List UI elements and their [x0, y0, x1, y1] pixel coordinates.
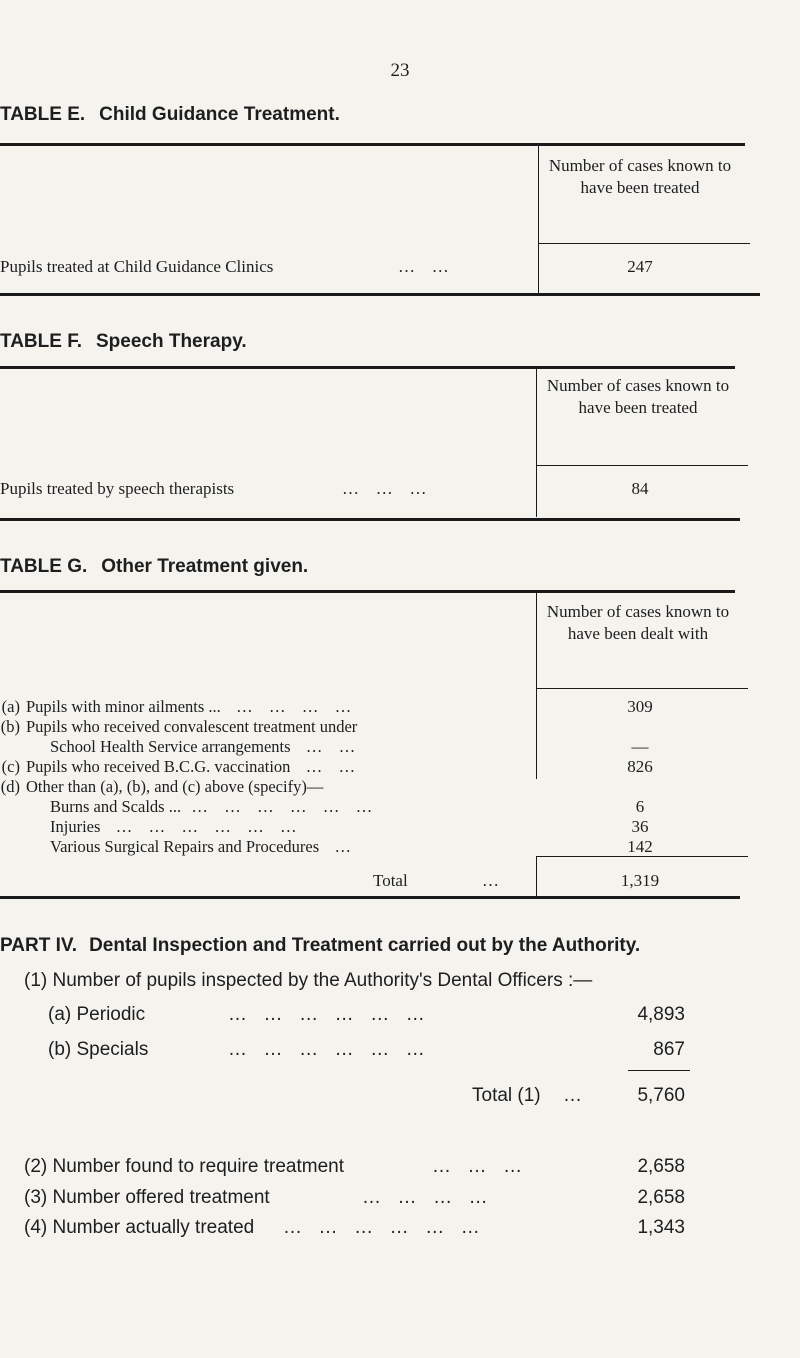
table-g-total-label: Total: [373, 871, 408, 890]
dental-item-3-leader: … … … …: [362, 1187, 490, 1208]
table-e-bottom-rule: [0, 293, 760, 296]
table-e-title: Child Guidance Treatment.: [99, 104, 340, 125]
table-g-column-divider-lower: [536, 856, 537, 896]
table-f-bottom-rule: [0, 518, 740, 521]
table-e-top-rule: [0, 143, 745, 146]
specials-leader: … … … … … …: [228, 1039, 427, 1060]
table-e-header-rule: [538, 243, 750, 244]
table-g-row: (d) Other than (a), (b), and (c) above (specify)—: [0, 777, 324, 796]
dental-item-3-value: 2,658: [637, 1187, 685, 1208]
dental-item-2-leader: … … …: [432, 1156, 525, 1177]
table-g-row: Injuries … … … … … …: [50, 817, 298, 836]
dental-item-4-value: 1,343: [637, 1217, 685, 1238]
table-f-column-header: Number of cases known to have been treated: [546, 376, 730, 417]
part-iv-label: PART IV.: [0, 935, 78, 956]
table-g-row: (b) Pupils who received convalescent treatment under: [0, 717, 358, 736]
table-g-row: Burns and Scalds ... … … … … … …: [50, 797, 374, 816]
dental-item-2-label: (2) Number found to require treatment: [24, 1156, 344, 1177]
table-g-value: 142: [627, 837, 653, 856]
table-f-header-rule: [536, 465, 748, 466]
part-iv-heading: [0, 935, 640, 957]
table-g-value: 309: [627, 697, 653, 716]
table-e-label: TABLE E.: [0, 104, 86, 125]
table-f-heading: [0, 331, 247, 353]
periodic-label: (a) Periodic: [48, 1004, 146, 1025]
table-e-value: 247: [627, 257, 653, 276]
subtotal-rule: [628, 1070, 690, 1071]
table-g-value: 6: [635, 797, 645, 816]
dental-item-1: (1) Number of pupils inspected by the Authority's Dental Officers :—: [24, 970, 593, 991]
dental-item-3-label: (3) Number offered treatment: [24, 1187, 270, 1208]
table-f-column-divider: [536, 369, 537, 517]
table-g-header-rule: [536, 688, 748, 689]
table-f-title: Speech Therapy.: [95, 331, 247, 352]
table-g-total-rule: [536, 856, 748, 857]
table-e-row-label: Pupils treated at Child Guidance Clinics: [0, 257, 274, 276]
table-f-value: 84: [631, 479, 649, 498]
table-g-title: Other Treatment given.: [101, 556, 309, 577]
table-g-column-header: Number of cases known to have been dealt with: [546, 602, 730, 643]
table-f-label: TABLE F.: [0, 331, 82, 352]
total-1-leader: …: [563, 1085, 584, 1106]
table-g-bottom-rule: [0, 896, 740, 899]
table-f-row-label: Pupils treated by speech therapists: [0, 479, 235, 498]
table-g-total-value: 1,319: [620, 871, 660, 890]
specials-label: (b) Specials: [48, 1039, 149, 1060]
periodic-leader: … … … … … …: [228, 1004, 427, 1025]
specials-value: 867: [653, 1039, 685, 1060]
table-f-top-rule: [0, 366, 735, 369]
dental-item-4-leader: … … … … … …: [283, 1217, 482, 1238]
table-f-leader: … … …: [342, 479, 428, 498]
table-g-row: Various Surgical Repairs and Procedures …: [50, 837, 353, 856]
table-e-column-divider: [538, 146, 539, 296]
table-g-label: TABLE G.: [0, 556, 88, 577]
table-g-row: School Health Service arrangements … …: [50, 737, 357, 756]
table-g-column-divider: [536, 593, 537, 779]
page-number: 23: [390, 60, 410, 81]
table-g-top-rule: [0, 590, 735, 593]
table-g-total-leader: …: [482, 871, 500, 890]
periodic-value: 4,893: [637, 1004, 685, 1025]
total-1-value: 5,760: [637, 1085, 685, 1106]
part-iv-title: Dental Inspection and Treatment carried out by the Authority.: [89, 935, 641, 956]
total-1-label: Total (1): [472, 1085, 541, 1106]
table-g-value: —: [631, 737, 649, 756]
table-g-value: 36: [631, 817, 649, 836]
table-g-row: (a) Pupils with minor ailments ... … … … …: [1, 697, 353, 716]
table-e-column-header: Number of cases known to have been treated: [548, 156, 732, 197]
dental-item-4-label: (4) Number actually treated: [24, 1217, 255, 1238]
dental-item-2-value: 2,658: [637, 1156, 685, 1177]
table-e-heading: [0, 104, 340, 126]
table-g-heading: [0, 556, 308, 578]
table-g-value: 826: [627, 757, 653, 776]
table-g-row: (c) Pupils who received B.C.G. vaccination … …: [1, 757, 357, 776]
table-e-leader: … …: [398, 257, 450, 276]
